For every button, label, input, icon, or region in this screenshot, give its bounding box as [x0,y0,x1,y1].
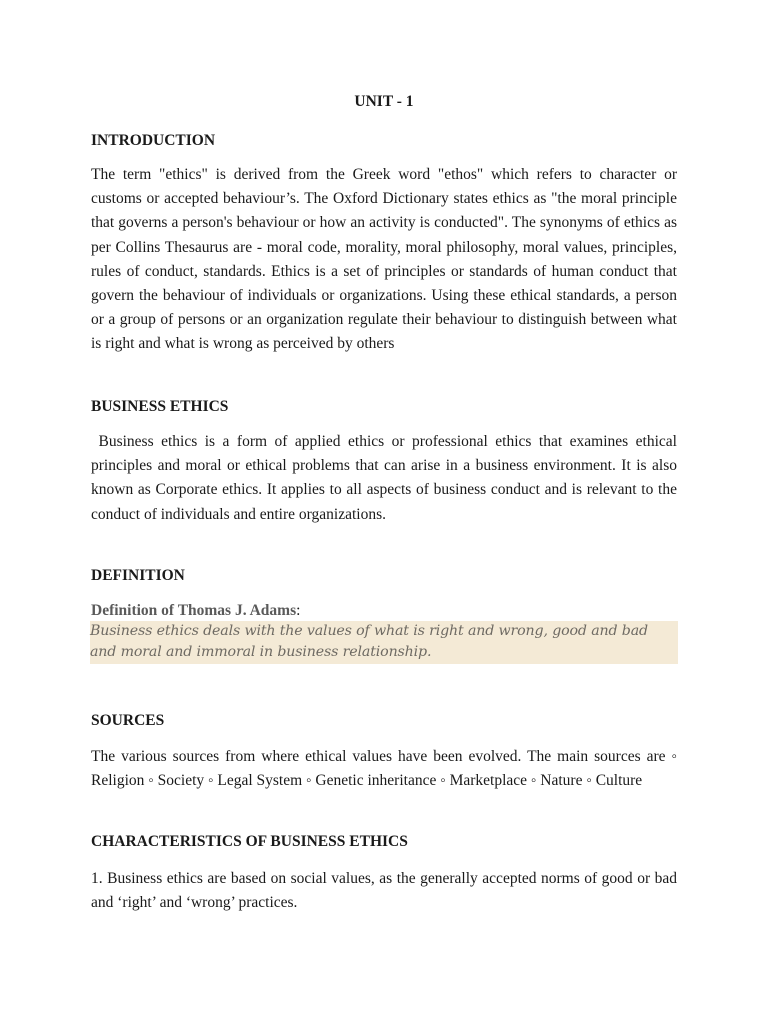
definition-heading: DEFINITION [91,567,185,584]
introduction-paragraph: The term "ethics" is derived from the Greek word "ethos" which refers to character or customs or accepted behaviour’s. The Oxford Dictionary states ethics as "the moral principle that governs a person's behaviour or how an activity is conducted". The synonyms of ethics as per Collins Thesaurus are - moral code, morality, moral philosophy, moral values, principles, rules of conduct, standards. Ethics is a set of principles or standards of human conduct that govern the behaviour of individuals or organizations. Using these ethical standards, a person or a group of persons or an organization regulate their behaviour to distinguish between what is right and what is wrong as perceived by others [91,166,677,353]
sources-heading: SOURCES [91,712,165,729]
definition-author [91,601,300,621]
definition-author-name: Definition of Thomas J. Adams [91,602,297,619]
definition-author-colon: : [296,602,301,619]
unit-title: UNIT - 1 [354,93,414,110]
sources-paragraph: The various sources from where ethical values have been evolved. The main sources are ◦ Religion ◦ Society ◦ Legal System ◦ Genetic inheritance ◦ Marketplace ◦ Nature ◦ Culture [91,748,677,790]
introduction-heading: INTRODUCTION [91,132,216,149]
characteristics-item-1: 1. Business ethics are based on social values, as the generally accepted norms of good or bad and ‘right’ and ‘wrong’ practices. [91,870,677,912]
business-ethics-heading: BUSINESS ETHICS [91,398,229,415]
characteristics-heading: CHARACTERISTICS OF BUSINESS ETHICS [91,833,408,850]
business-ethics-paragraph: Business ethics is a form of applied ethics or professional ethics that examines ethical principles and moral or ethical problems that can arise in a business environment. It is also known as Corporate ethics. It applies to all aspects of business conduct and is relevant to the conduct of individuals and entire organizations. [91,433,677,523]
definition-quote: Business ethics deals with the values of what is right and wrong, good and bad and moral and immoral in business relationship. [90,621,678,664]
